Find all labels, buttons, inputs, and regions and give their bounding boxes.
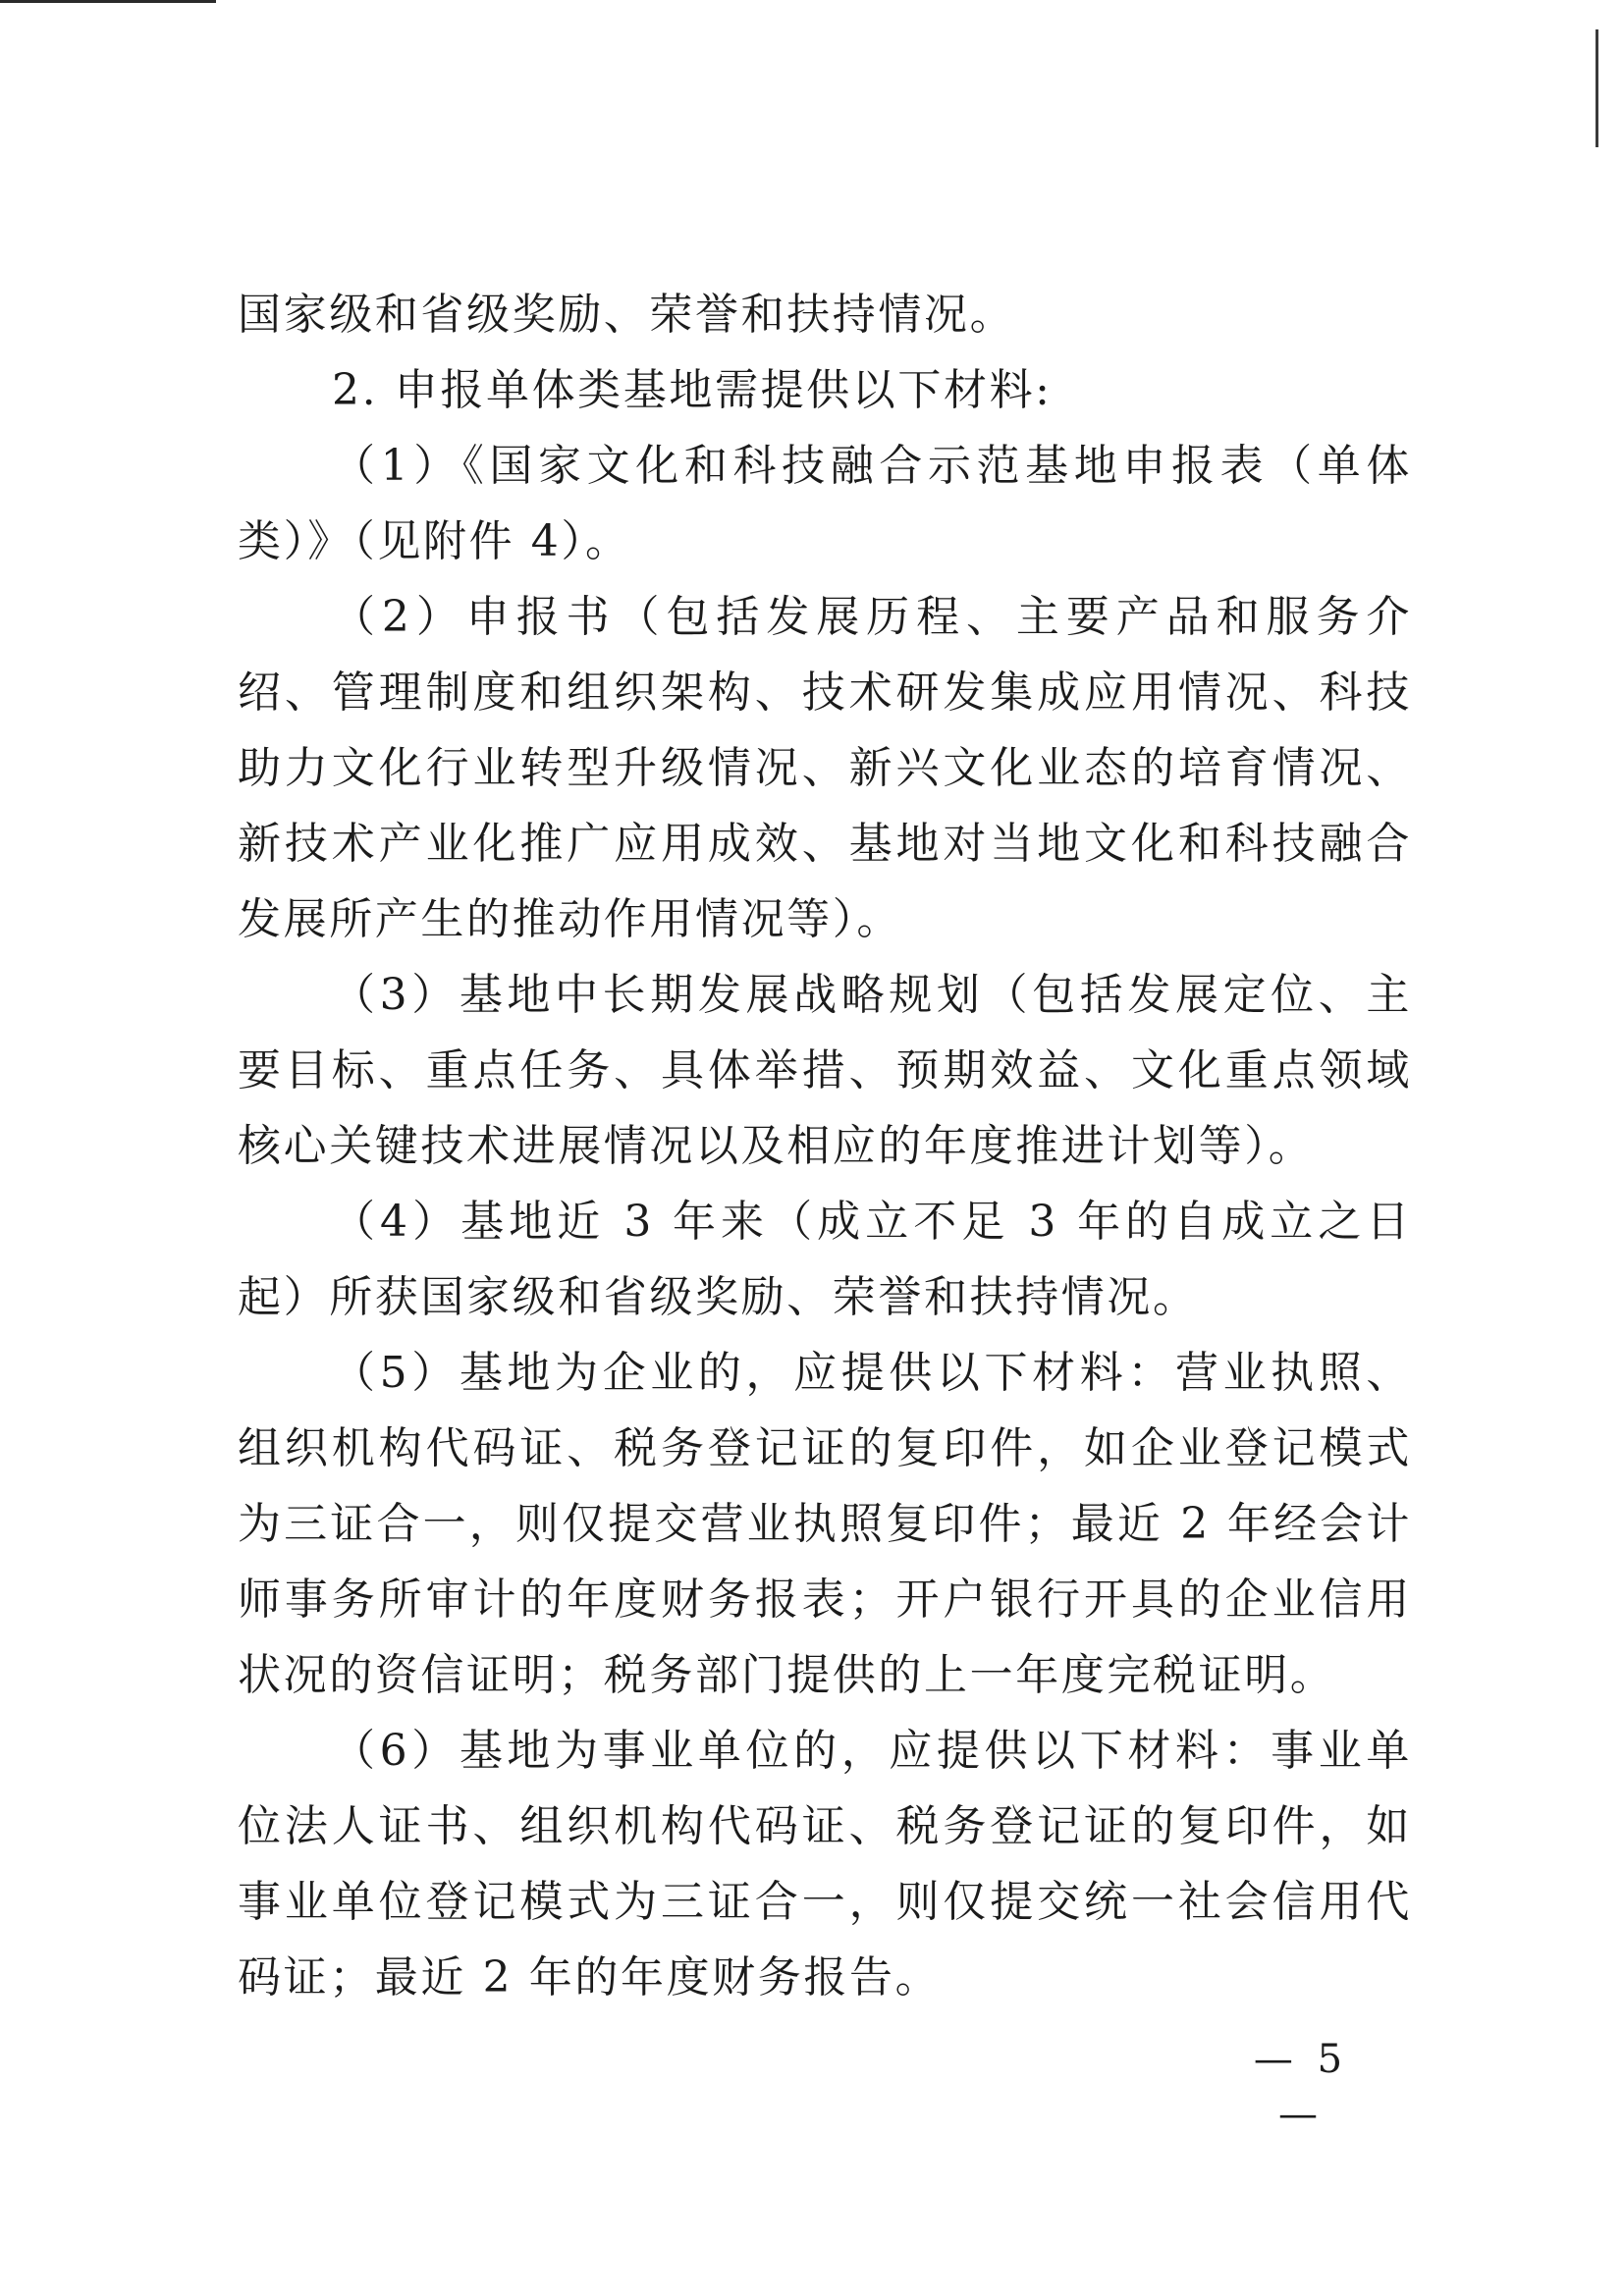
document-body — [238, 277, 1412, 2015]
page-number: — 5 — — [1253, 2037, 1349, 2137]
paragraph-section-2-heading: 2. 申报单体类基地需提供以下材料: — [332, 365, 1053, 415]
paragraph-item-1: （1）《国家文化和科技融合示范基地申报表（单体类）》（见附件 4）。 — [238, 441, 1412, 566]
paragraph-item-5: （5）基地为企业的，应提供以下材料：营业执照、组织机构代码证、税务登记证的复印件，如企业登记模式为三证合一，则仅提交营业执照复印件；最近 2 年经会计师事务所审计的年度财务报表；开户银行开具的企业信用状况的资信证明；税务部门提供的上一年度完税证明。 — [238, 1348, 1412, 1700]
scan-edge-mark-top — [0, 0, 216, 3]
scan-edge-mark-right — [1596, 29, 1598, 147]
paragraph-item-6: （6）基地为事业单位的，应提供以下材料：事业单位法人证书、组织机构代码证、税务登记证的复印件，如事业单位登记模式为三证合一，则仅提交统一社会信用代码证；最近 2 年的年度财务报告。 — [238, 1726, 1412, 2002]
paragraph-item-3: （3）基地中长期发展战略规划（包括发展定位、主要目标、重点任务、具体举措、预期效益、文化重点领域核心关键技术进展情况以及相应的年度推进计划等）。 — [238, 970, 1412, 1171]
paragraph-item-2: （2）申报书（包括发展历程、主要产品和服务介绍、管理制度和组织架构、技术研发集成应用情况、科技助力文化行业转型升级情况、新兴文化业态的培育情况、新技术产业化推广应用成效、基地对当地文化和科技融合发展所产生的推动作用情况等）。 — [238, 592, 1412, 944]
paragraph-item-4: （4）基地近 3 年来（成立不足 3 年的自成立之日起）所获国家级和省级奖励、荣誉和扶持情况。 — [238, 1197, 1412, 1322]
paragraph-continuation: 国家级和省级奖励、荣誉和扶持情况。 — [238, 290, 1016, 340]
